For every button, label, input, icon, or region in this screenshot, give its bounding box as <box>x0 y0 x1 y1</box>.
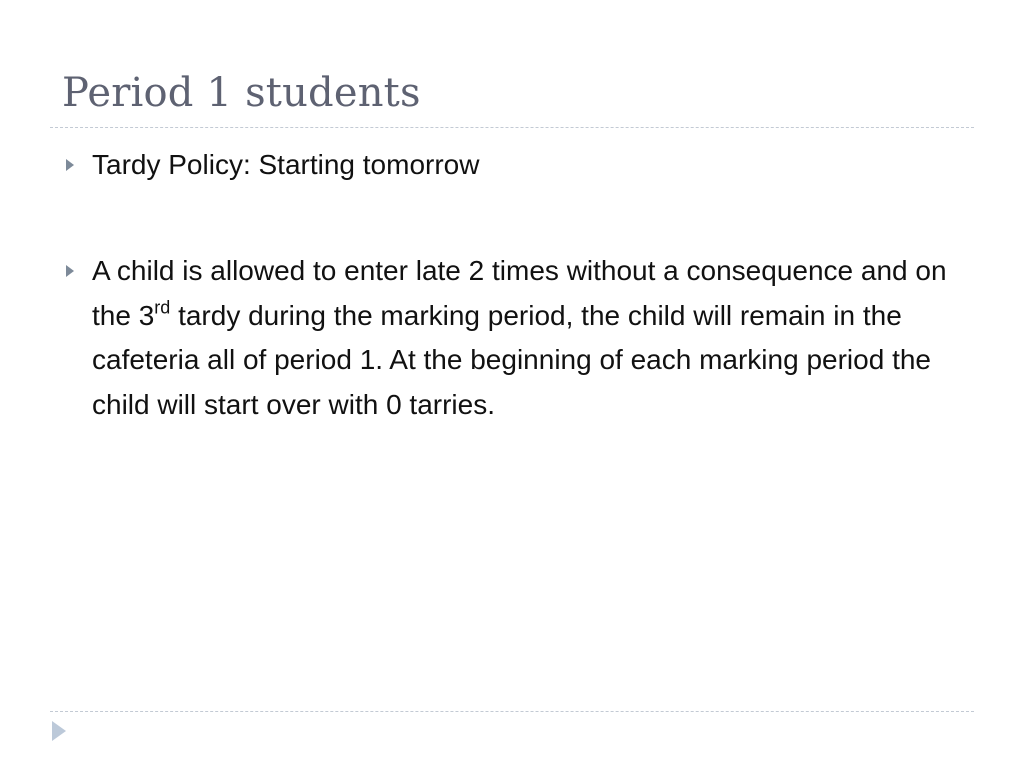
footer-divider <box>50 711 974 712</box>
bullet-tardy-policy <box>92 143 962 188</box>
slide-title: Period 1 students <box>62 70 421 116</box>
triangle-bullet-icon <box>66 265 74 277</box>
triangle-bullet-icon <box>66 159 74 171</box>
title-divider <box>50 127 974 128</box>
bullet-text-part-1: A child is allowed to enter late 2 times without a consequence and on the 3 <box>92 255 947 331</box>
bullet-text-part-2: tardy during the marking period, the child will remain in the cafeteria all of period 1. At the beginning of each marking period the child will start over with 0 tarries. <box>92 299 931 420</box>
next-slide-arrow-icon[interactable] <box>52 721 66 741</box>
ordinal-superscript: rd <box>154 296 171 317</box>
bullet-tardy-details <box>92 249 962 427</box>
bullet-text: Tardy Policy: Starting tomorrow <box>92 149 480 180</box>
